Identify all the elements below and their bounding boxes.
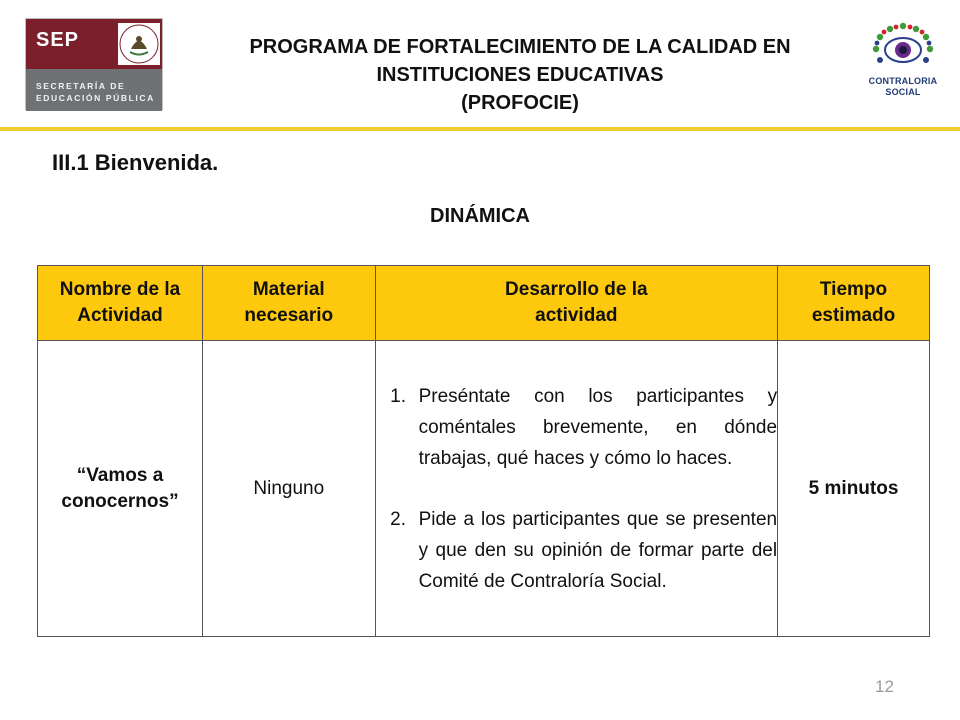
page-number: 12 — [875, 677, 894, 696]
header-activity-name — [38, 266, 203, 341]
header-activity-name-line-1: Nombre de la — [59, 279, 181, 300]
table-header-row — [38, 266, 930, 341]
sep-logo-banner — [26, 19, 162, 69]
header-time-line-1: Tiempo — [819, 279, 888, 300]
time-cell: 5 minutos — [778, 341, 930, 637]
sep-logo-footer — [26, 69, 162, 111]
title-line-1: PROGRAMA DE FORTALECIMIENTO DE LA CALIDAD EN — [249, 36, 791, 58]
step-number: 2. — [390, 508, 406, 530]
header-material — [202, 266, 375, 341]
mexican-seal-icon — [118, 23, 160, 65]
contraloria-line-1: CONTRALORIA — [868, 76, 938, 86]
sep-line-1: SECRETARÍA DE — [36, 81, 126, 91]
step-text: Pide a los participantes que se presenten y que den su opinión de formar parte del Comité de Contraloría Social. — [418, 508, 778, 592]
list-item — [376, 504, 778, 597]
step-number: 1. — [390, 385, 406, 407]
header-time — [778, 266, 930, 341]
section-title: III.1 Bienvenida. — [52, 150, 219, 175]
material-cell: Ninguno — [202, 341, 375, 637]
contraloria-line-2: SOCIAL — [885, 87, 921, 97]
header-development-line-1: Desarrollo de la — [505, 279, 648, 300]
sep-logo — [25, 18, 163, 110]
development-cell — [375, 341, 778, 637]
activity-name-line-2: conocernos” — [61, 490, 179, 512]
activity-name-cell — [38, 341, 203, 637]
header-development — [375, 266, 778, 341]
contraloria-social-logo — [858, 20, 948, 102]
step-text: Preséntate con los participantes y coméntales brevemente, en dónde trabajas, qué haces y cómo lo haces. — [418, 385, 778, 469]
activity-table — [37, 265, 930, 637]
people-circle-icon — [858, 20, 948, 76]
steps-list — [376, 381, 778, 597]
sep-line-2: EDUCACIÓN PÚBLICA — [36, 93, 155, 103]
list-item — [376, 381, 778, 474]
sep-acronym: SEP — [36, 29, 80, 51]
title-line-3: (PROFOCIE) — [461, 92, 579, 114]
header-time-line-2: estimado — [811, 305, 896, 326]
title-line-2: INSTITUCIONES EDUCATIVAS — [376, 64, 664, 86]
activity-name-line-1: “Vamos a — [76, 464, 164, 486]
header-activity-name-line-2: Actividad — [77, 305, 163, 326]
table-row — [38, 341, 930, 637]
page-title — [175, 33, 865, 117]
header-material-line-1: Material — [252, 279, 325, 300]
header-material-line-2: necesario — [244, 305, 334, 326]
header-divider — [0, 127, 960, 131]
subtitle: DINÁMICA — [430, 205, 530, 227]
header-development-line-2: actividad — [535, 305, 618, 326]
